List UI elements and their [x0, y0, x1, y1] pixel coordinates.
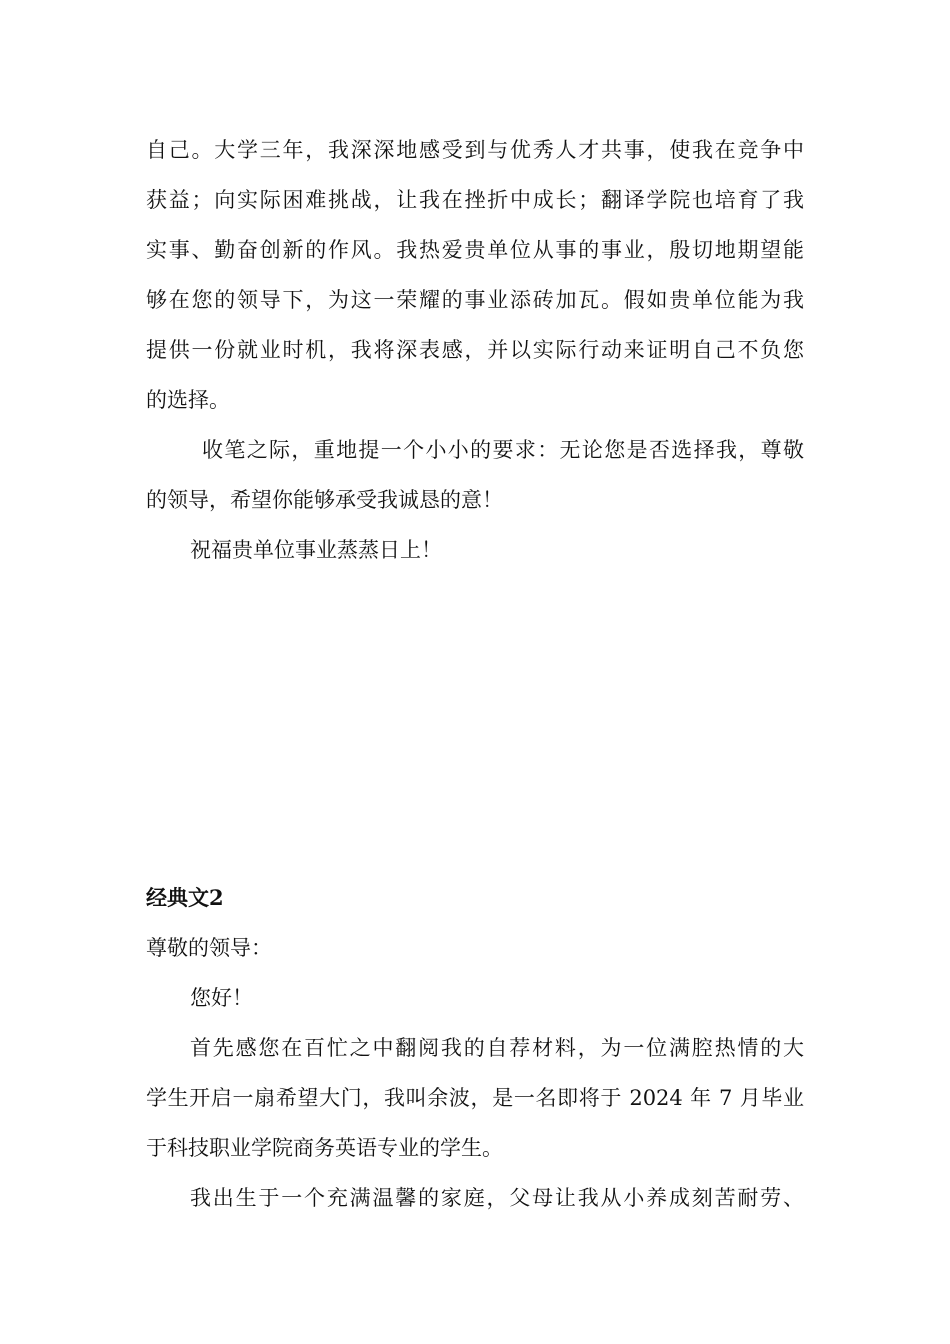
paragraph-line: 的领导，希望你能够承受我诚恳的意！: [146, 488, 503, 512]
paragraph-line: 够在您的领导下，为这一荣耀的事业添砖加瓦。假如贵单位能为我: [146, 288, 804, 312]
closing-wish: 祝福贵单位事业蒸蒸日上！: [190, 538, 442, 562]
section-heading: 经典文2: [146, 885, 224, 910]
paragraph-line: 提供一份就业时机，我将深表感，并以实际行动来证明自己不负您: [146, 338, 804, 362]
paragraph-line: 我出生于一个充满温馨的家庭，父母让我从小养成刻苦耐劳、: [190, 1186, 804, 1210]
paragraph-line: 获益；向实际困难挑战，让我在挫折中成长；翻译学院也培育了我: [146, 188, 804, 212]
paragraph-line: 自己。大学三年，我深深地感受到与优秀人才共事，使我在竞争中: [146, 138, 804, 162]
salutation: 尊敬的领导：: [146, 936, 272, 960]
paragraph-line: 的选择。: [146, 388, 230, 412]
paragraph-line: 于科技职业学院商务英语专业的学生。: [146, 1136, 503, 1160]
paragraph-line: 实事、勤奋创新的作风。我热爱贵单位从事的事业，殷切地期望能: [146, 238, 804, 262]
paragraph-line: 收笔之际，重地提一个小小的要求：无论您是否选择我，尊敬: [202, 438, 804, 462]
greeting: 您好！: [190, 986, 253, 1010]
paragraph-line: 学生开启一扇希望大门，我叫余波，是一名即将于 2024 年 7 月毕业: [146, 1086, 804, 1110]
paragraph-line: 首先感您在百忙之中翻阅我的自荐材料，为一位满腔热情的大: [190, 1036, 804, 1060]
